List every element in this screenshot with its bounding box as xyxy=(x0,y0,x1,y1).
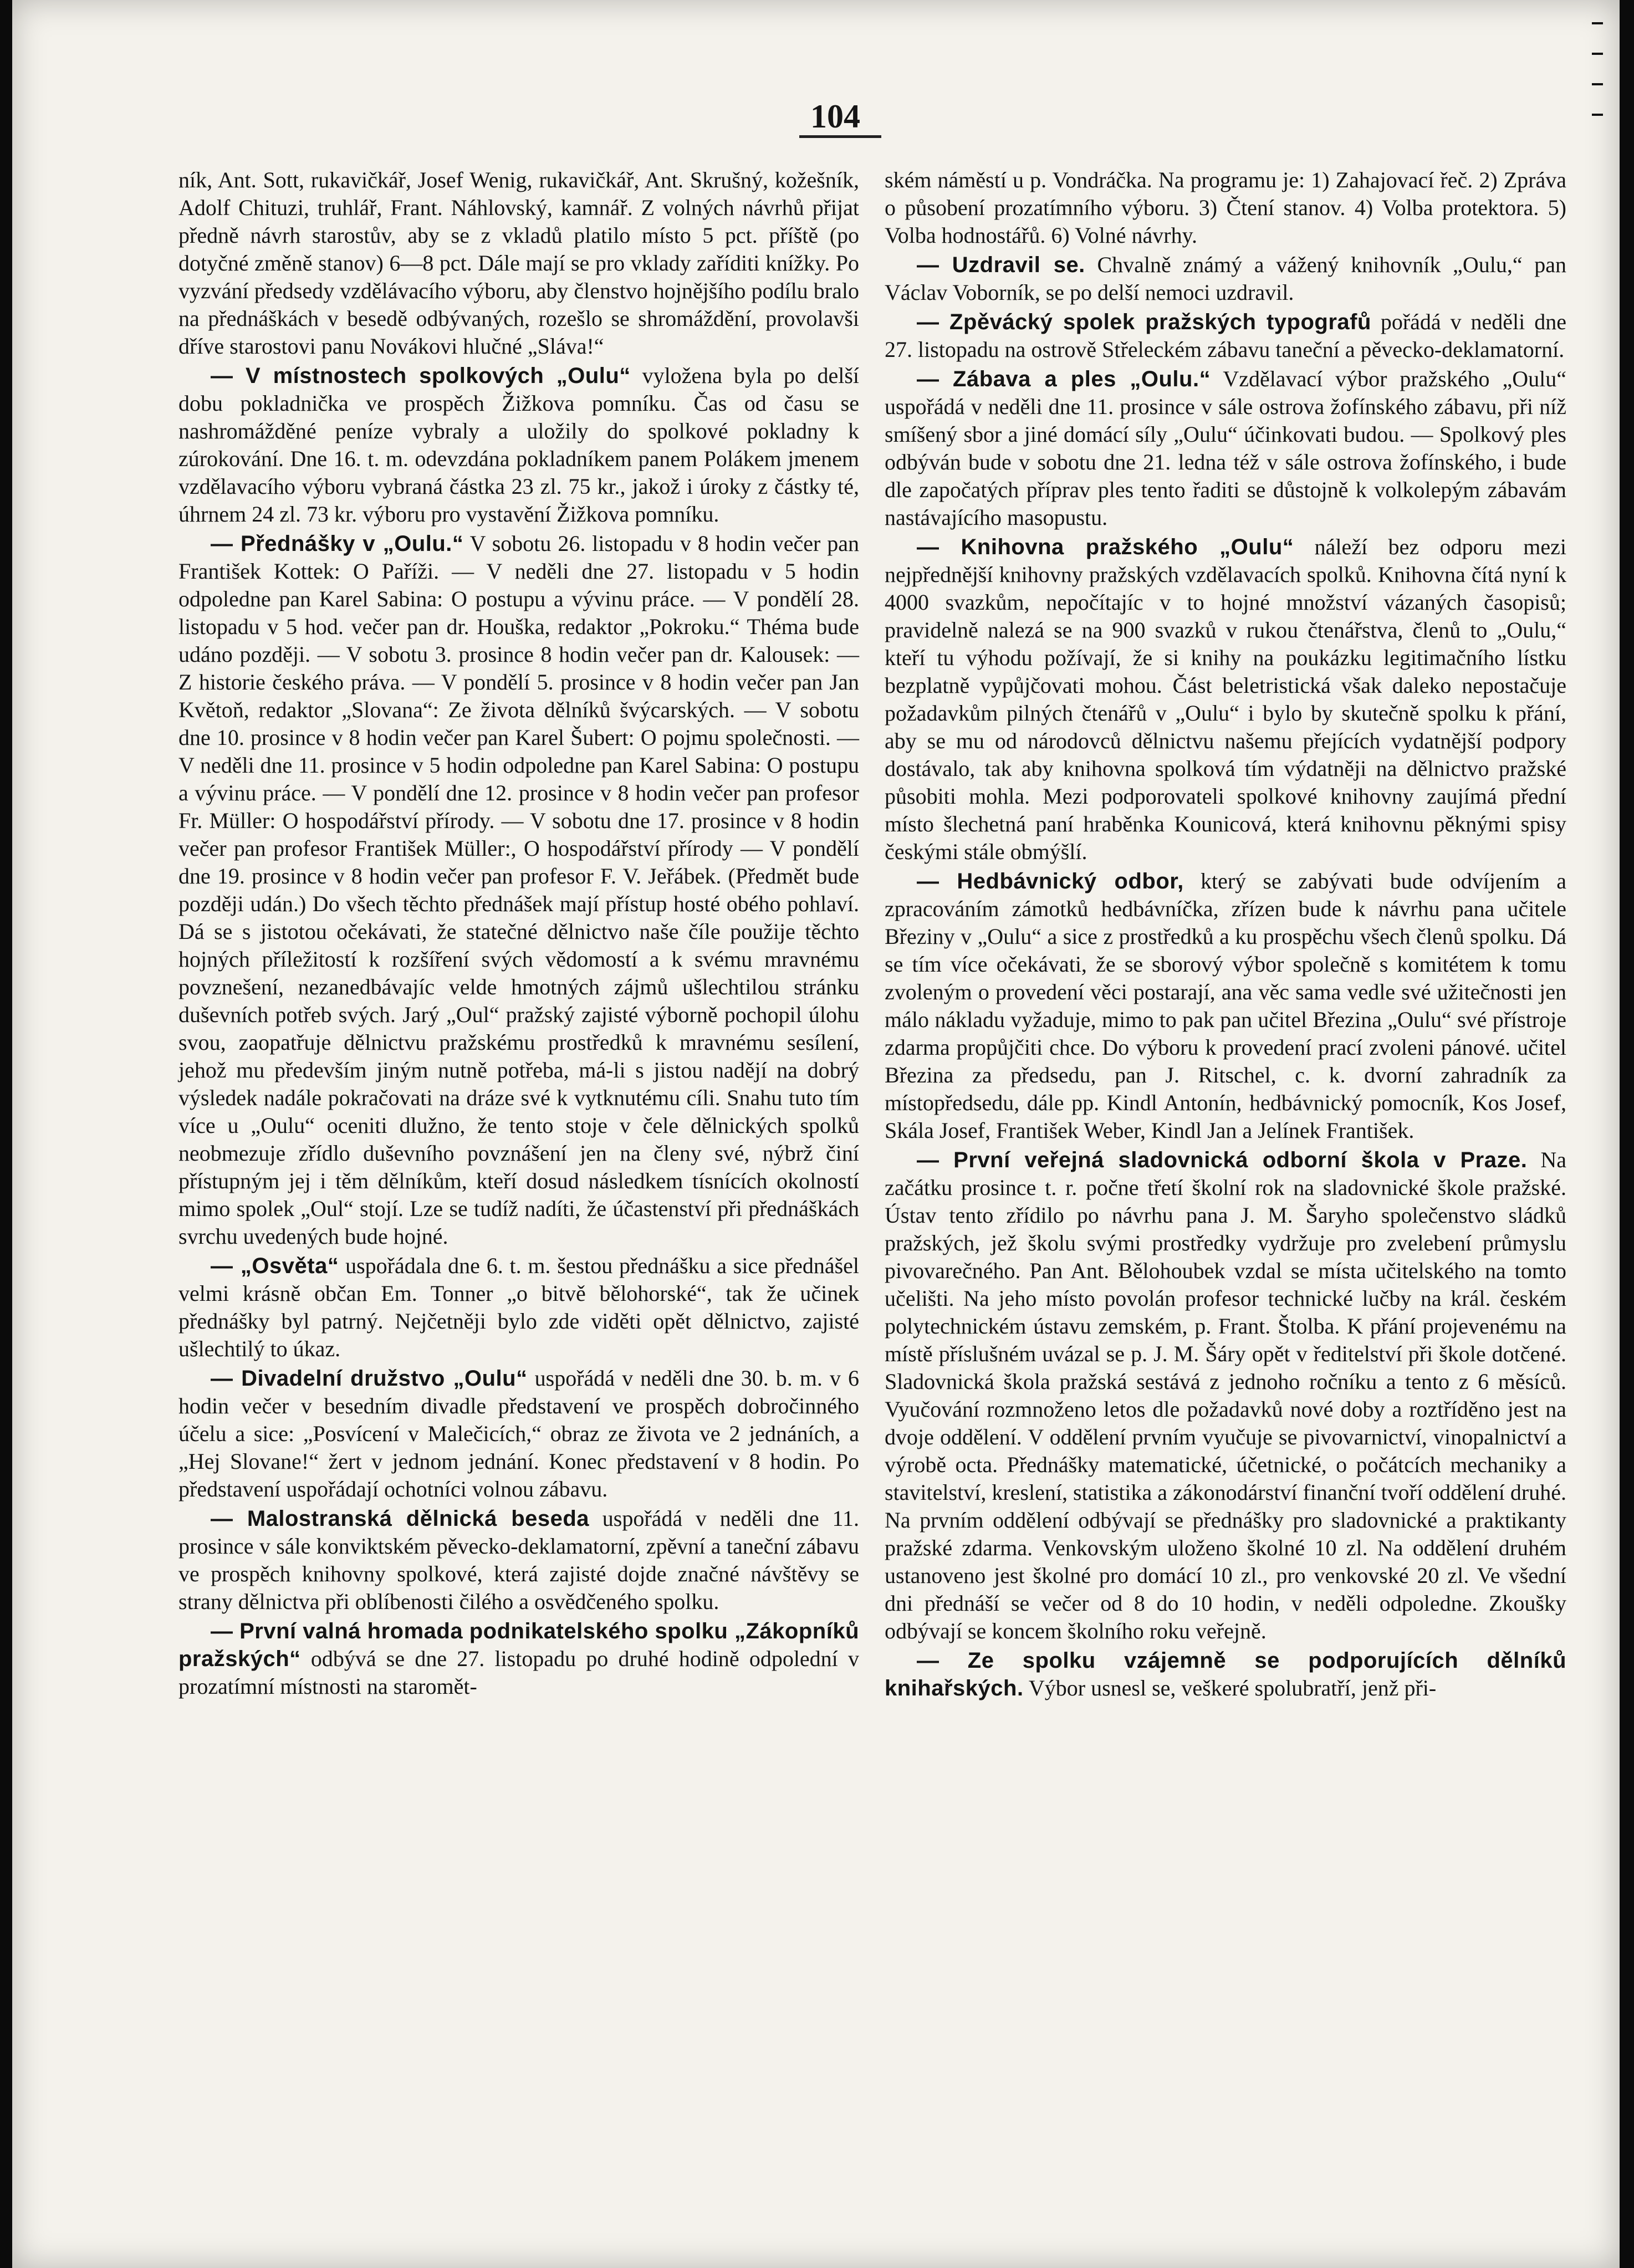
article-paragraph xyxy=(178,362,859,528)
paragraph-text: náleží bez odporu mezi nejpřednější knihovny pražských vzdělavacích spolků. Knihovna čítá nyní k 4000 svazkům, nepočítajíc v to hojné množství vázaných časopisů; pravidelně nalezá se na 900 svazků v rukou čtenářstva, členů to „Oulu,“ kteří tu výhodu požívají, že si knihy na poukázku legitimačního lístku bezplatně vypůjčovati mohou. Část beletristická však daleko nepostačuje požadavkům pilných čtenářů v „Oulu“ i bylo by skutečně spolku k přání, aby se mu od národovců dělnictvu našemu přejících vydatnější podpory dostávalo, tak aby knihovna spolková tím výdatněji na dělnictvo pražské působiti mohla. Mezi podporovateli spolkové knihovny zaujímá přední místo šlechetná paní hraběnka Kounicová, která knihovnu pěknými spisy českými stále obmýšlí. xyxy=(885,534,1566,864)
article-paragraph xyxy=(178,530,859,1250)
left-column xyxy=(178,166,859,1702)
article-heading: — Divadelní družstvo „Oulu“ xyxy=(211,1366,528,1391)
article-heading: — V místnostech spolkových „Oulu“ xyxy=(211,364,631,388)
article-paragraph xyxy=(885,1647,1566,1702)
paragraph-text: odbývá se dne 27. listopadu po druhé hodině odpolední v prozatímní místnosti na staromět- xyxy=(178,1646,859,1699)
article-heading: — Malostranská dělnická beseda xyxy=(211,1506,590,1531)
article-paragraph xyxy=(885,365,1566,532)
paragraph-text: vyložena byla po delší dobu pokladnička ve prospěch Žižkova pomníku. Čas od času se nashromážděné peníze vybraly a uložily do spolkové pokladny k zúrokování. Dne 16. t. m. odevzdána pokladníkem panem Polákem jmenem vzdělavacího výboru vybraná částka 23 zl. 75 kr., jakož i úroky z částky té, úhrnem 24 zl. 73 kr. výboru pro vystavění Žižkova pomníku. xyxy=(178,363,859,527)
article-heading: — Zábava a ples „Oulu.“ xyxy=(917,367,1211,391)
paragraph-text: uspořádá v neděli dne 11. prosince v sále konviktském pěvecko-deklamatorní, zpěvní a taneční zábavu ve prospěch knihovny spolkové, která zajisté dojde značné návštěvy se strany dělnictva při oblíbenosti čilého a osvědčeného spolku. xyxy=(178,1506,859,1614)
article-heading: — Hedbávnický odbor, xyxy=(917,869,1184,893)
paragraph-text: ském náměstí u p. Vondráčka. Na programu je: 1) Zahajovací řeč. 2) Zpráva o působení prozatímního výboru. 3) Čtení stanov. 4) Volba protektora. 5) Volba hodnostářů. 6) Volné návrhy. xyxy=(885,167,1566,248)
article-heading: — „Osvěta“ xyxy=(211,1254,339,1278)
article-paragraph xyxy=(178,1365,859,1503)
scan-edge-mark xyxy=(1592,53,1603,55)
article-heading: — První valná hromada podnikatelského spolku „Zákopníků pražských“ xyxy=(178,1619,859,1671)
paragraph-text: ník, Ant. Sott, rukavičkář, Josef Wenig, rukavičkář, Ant. Skrušný, kožešník, Adolf Chituzi, truhlář, Frant. Náhlovský, kamnář. Z volných návrhů přijat předně návrh starostův, aby se z vkladů platilo místo 5 pct. příště (po dotyčné změně stanov) 6—8 pct. Dále mají se pro vklady zaříditi knížky. Po vyzvání předsedy vzdělávacího výboru, aby členstvo hojnějšího podílu bralo na přednáškách v besedě odbývaných, rozešlo se shromáždění, provolavši dříve starostovi panu Novákovi hlučné „Sláva!“ xyxy=(178,167,859,359)
paragraph-text: který se zabývati bude odvíjením a zpracováním zámotků hedbávníčka, zřízen bude k návrhu pana učitele Březiny v „Oulu“ a sice z prostředků a ku prospěchu všech členů spolku. Dá se tím více očekávati, že se sborový výbor společně s komitétem k tomu zvoleným o provedení věci postarají, ana věc sama vedle své užitečnosti jen málo nákladu vyžaduje, mimo to pak pan učitel Březina „Oulu“ své přístroje zdarma propůjčiti chce. Do výboru k provedení prací zvoleni pánové. učitel Březina za předsedu, pan J. Ritschel, c. k. dvorní zahradník za místopředsedu, dále pp. Kindl Antonín, hedbávnický pomocník, Kos Josef, Skála Josef, František Weber, Kindl Jan a Jelínek František. xyxy=(885,869,1566,1143)
paragraph-text: pořádá v neděli dne 27. listopadu na ostrově Střeleckém zábavu taneční a pěvecko-deklamatorní. xyxy=(885,309,1566,362)
article-paragraph xyxy=(178,1252,859,1363)
article-heading: — Zpěvácký spolek pražských typografů xyxy=(917,310,1371,334)
article-paragraph xyxy=(885,251,1566,307)
article-heading: — První veřejná sladovnická odborní škola v Praze. xyxy=(917,1148,1528,1172)
paragraph-text: Chvalně známý a vážený knihovník „Oulu,“ pan Václav Voborník, se po delší nemoci uzdravil. xyxy=(885,252,1567,305)
article-heading: — Přednášky v „Oulu.“ xyxy=(211,532,464,556)
article-paragraph xyxy=(885,166,1566,249)
article-paragraph xyxy=(178,1505,859,1616)
paragraph-text: Vzdělavací výbor pražského „Oulu“ uspořádá v neděli dne 11. prosince v sále ostrova žofínského zábavu, při níž smíšený sbor a jiné domácí síly „Oulu“ účinkovati budou. — Spolkový ples odbýván bude v sobotu dne 21. ledna též v sále ostrova žofínského, i bude dle započatých příprav ples tento řaditi se důstojně k volkolepým zábavám nastávajícího masopustu. xyxy=(885,366,1566,530)
paragraph-text: V sobotu 26. listopadu v 8 hodin večer pan František Kottek: O Paříži. — V neděli dne 27. listopadu v 5 hodin odpoledne pan Karel Sabina: O postupu a vývinu práce. — V pondělí 28. listopadu v 5 hod. večer pan dr. Houška, redaktor „Pokroku.“ Théma bude udáno později. — V sobotu 3. prosince 8 hodin večer pan dr. Kalousek: — Z historie českého práva. — V pondělí 5. prosince v 8 hodin večer pan Jan Květoň, redaktor „Slovana“: Ze života dělníků švýcarských. — V sobotu dne 10. prosince v 8 hodin večer pan Karel Šubert: O pojmu společnosti. — V neděli dne 11. prosince v 5 hodin odpoledne pan Karel Sabina: O postupu a vývinu práce. — V pondělí dne 12. prosince v 8 hodin večer pan profesor Fr. Müller: O hospodářství přírody. — V sobotu dne 17. prosince v 8 hodin večer pan profesor František Müller:, O hospodářství přírody — V pondělí dne 19. prosince v 8 hodin večer pan profesor F. V. Jeřábek. (Předmět bude později udán.) Do všech těchto přednášek mají přístup hosté obého pohlaví. Dá se s jistotou očekávati, že statečné dělnictvo naše číle použije těchto hojných příležitostí k rozšíření svých vědomostí a k svému mravnému povznešení, nezanedbávajíc velde hmotných zájmů ušlechtilou stránku duševních potřeb svých. Jarý „Oul“ pražský zajisté výborně pochopil úlohu svou, zaopatřuje dělnictvu pražskému prostředků k mravnému sesílení, jehož mu především jiným nutně potřeba, má-li s jistou nadějí na dobrý výsledek nadále pokračovati na dráze své k vytknutému cíli. Snahu tuto tím více u „Oulu“ oceniti dlužno, že tento stoje v čele dělnických spolků neobmezuje zřídlo duševního povznášení jen na členy své, nýbrž činí přístupným jej i těm dělníkům, kteří dosud následkem tísnících okolností mimo spolek „Oul“ stojí. Lze se tudíž nadíti, že účastenství při přednáškách svrchu uvedených bude hojné. xyxy=(178,531,859,1249)
article-heading: — Uzdravil se. xyxy=(917,253,1085,277)
article-paragraph xyxy=(885,867,1566,1145)
paragraph-text: Výbor usnesl se, veškeré spolubratří, jenž při- xyxy=(1023,1676,1437,1700)
scan-edge-mark xyxy=(1592,22,1603,24)
article-heading: — Ze spolku vzájemně se podporujících dělníků knihařských. xyxy=(885,1648,1566,1700)
article-paragraph xyxy=(885,533,1566,866)
article-heading: — Knihovna pražského „Oulu“ xyxy=(917,535,1294,559)
page-number: 104 xyxy=(810,98,860,135)
article-paragraph xyxy=(178,1617,859,1700)
header-rule xyxy=(799,135,881,138)
article-paragraph xyxy=(178,166,859,360)
paragraph-text: Na začátku prosince t. r. počne třetí školní rok na sladovnické škole pražské. Ústav tento zřídilo po návrhu pana J. M. Šaryho společenstvo sládků pražských, jež školu svými prostředky vydržuje pro zvelebení průmyslu pivovarečného. Pan Ant. Bělohoubek vzdal se místa učitelského na tomto učelišti. Na jeho místo povolán profesor technické lučby na král. českém polytechnickém ústavu zemském, p. Frant. Štolba. K přání projevenému na místě příslušném uvázal se p. J. M. Šáry opět v ředitelství při škole dotčené. Sladovnická škola pražská sestává z jednoho ročníku a tento z 6 měsíců. Vyučování rozmnoženo letos dle požadavků nové doby a roztříděno jest na dvoje oddělení. V oddělení prvním vyučuje se pivovarnictví, vinopalnictví a výrobě octa. Přednášky matematické, účetnické, o počátcích mechaniky a stavitelství, kreslení, statistika a zákonodárství finanční tvoří oddělení druhé. Na prvním oddělení odbývají se přednášky pro sladovnické a praktikanty pražské zdarma. Venkovským uloženo školné 10 zl. Na oddělení druhém ustanoveno jest školné pro domácí 10 zl., pro venkovské 20 zl. Ve všední dni přednáší se večer od 8 do 10 hodin, v neděli odpoledne. Zkoušky odbývají se koncem školního roku veřejně. xyxy=(885,1147,1566,1643)
paragraph-text: uspořádala dne 6. t. m. šestou přednášku a sice přednášel velmi krásně občan Em. Tonner „o bitvě bělohorské“, tak že učinek přednášky byl patrný. Nejčetněji bylo zde viděti opět dělnictvo, zajisté ušlechtilý to úkaz. xyxy=(178,1253,860,1361)
right-column xyxy=(885,166,1566,1704)
scan-edge-mark xyxy=(1592,83,1603,85)
article-paragraph xyxy=(885,1146,1566,1645)
newspaper-page xyxy=(12,0,1620,2268)
paragraph-text: uspořádá v neděli dne 30. b. m. v 6 hodin večer v besedním divadle představení ve prospěch dobročinného účelu a sice: „Posvícení v Malečicích,“ obraz ze života ve 2 jednáních, a „Hej Slovane!“ žert v jednom jednání. Konec představení v 8 hodin. Po představení uspořádají ochotníci volnou zábavu. xyxy=(178,1366,859,1501)
article-paragraph xyxy=(885,308,1566,364)
scan-edge-mark xyxy=(1592,114,1603,116)
